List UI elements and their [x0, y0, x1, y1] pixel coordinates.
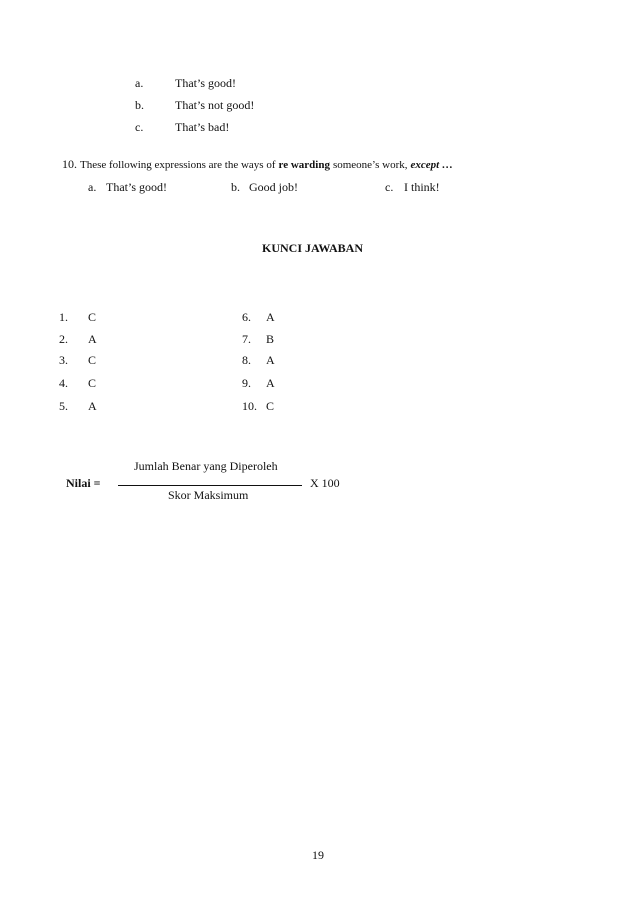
key-number: 8. — [242, 353, 251, 367]
formula-denominator: Skor Maksimum — [168, 488, 249, 502]
page-number: 19 — [312, 848, 324, 862]
key-answer: A — [266, 310, 275, 324]
option-text: That’s good! — [106, 180, 167, 194]
key-answer: C — [266, 399, 275, 413]
question-text-mid: someone’s work, — [332, 159, 408, 171]
key-answer: C — [88, 310, 97, 324]
key-number: 1. — [59, 310, 68, 324]
fraction-bar — [118, 485, 302, 486]
key-answer: A — [88, 332, 97, 346]
key-answer: A — [88, 399, 97, 413]
key-answer: A — [266, 376, 275, 390]
key-number: 3. — [59, 353, 68, 367]
key-answer: C — [88, 353, 97, 367]
question-text-pre: These following expressions are the ways of — [80, 159, 276, 171]
option-letter: c. — [385, 180, 394, 194]
answer-key-title: KUNCI JAWABAN — [262, 241, 364, 255]
key-number: 9. — [242, 376, 251, 390]
key-answer: B — [266, 332, 275, 346]
key-number: 5. — [59, 399, 68, 413]
formula-label: Nilai = — [66, 476, 101, 490]
question-number: 10. — [62, 157, 77, 171]
option-letter: b. — [135, 98, 144, 112]
option-letter: a. — [88, 180, 97, 194]
question-text-bold: re warding — [278, 159, 330, 171]
option-text: That’s good! — [175, 76, 236, 90]
option-text: That’s bad! — [175, 120, 230, 134]
key-answer: C — [88, 376, 97, 390]
question-10 — [62, 157, 453, 172]
formula-numerator: Jumlah Benar yang Diperoleh — [134, 459, 278, 473]
option-letter: a. — [135, 76, 144, 90]
option-text: I think! — [404, 180, 440, 194]
formula-multiplier: X 100 — [310, 476, 340, 490]
option-letter: c. — [135, 120, 144, 134]
option-letter: b. — [231, 180, 240, 194]
key-answer: A — [266, 353, 275, 367]
key-number: 7. — [242, 332, 251, 346]
key-number: 6. — [242, 310, 251, 324]
question-text-emphasis: except … — [410, 159, 453, 171]
option-text: That’s not good! — [175, 98, 255, 112]
key-number: 2. — [59, 332, 68, 346]
key-number: 10. — [242, 399, 257, 413]
option-text: Good job! — [249, 180, 298, 194]
key-number: 4. — [59, 376, 68, 390]
